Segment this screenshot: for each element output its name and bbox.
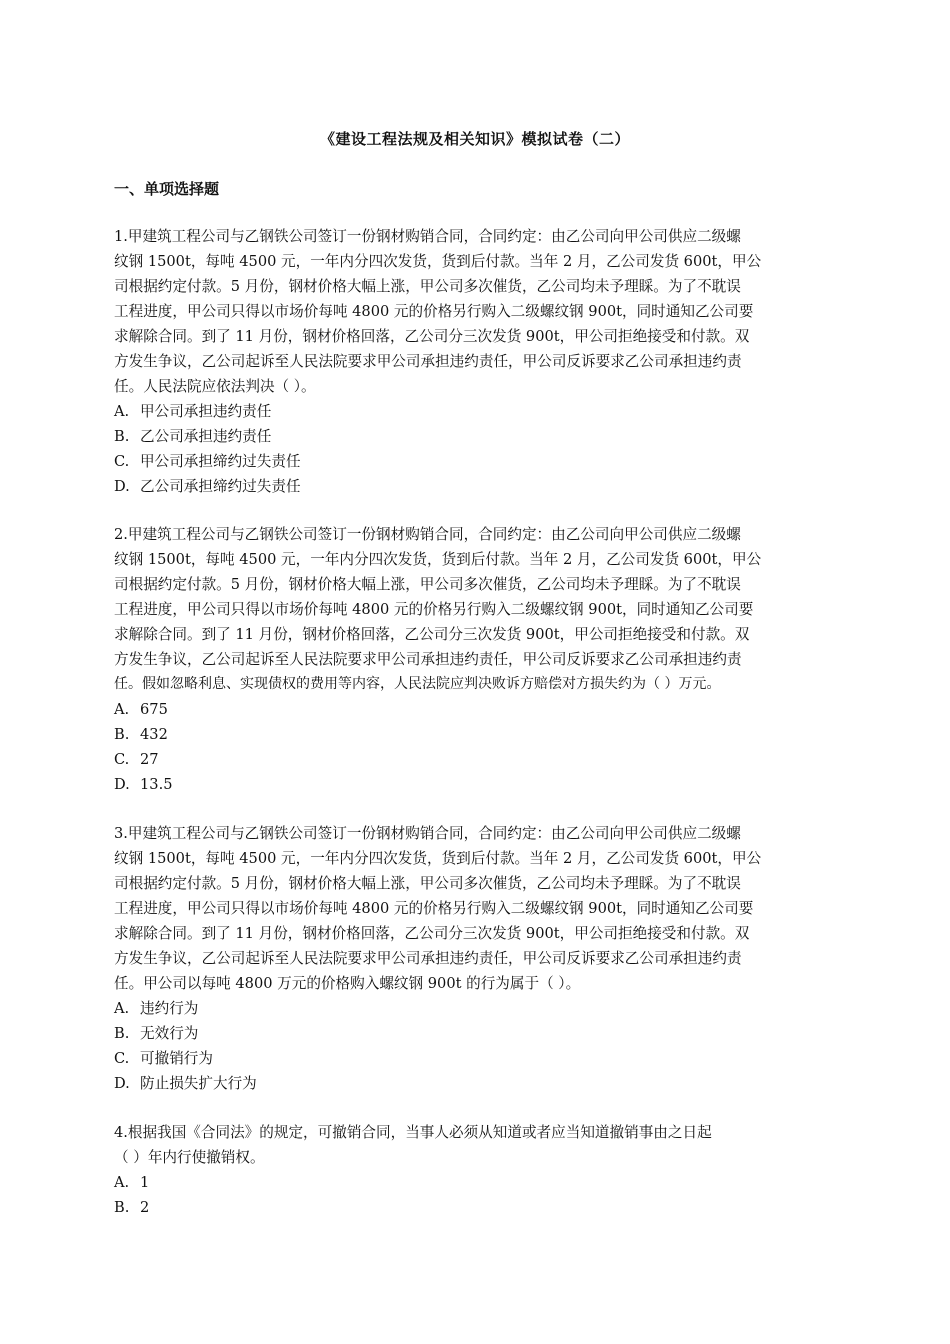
option-key: B. bbox=[114, 726, 130, 743]
option-c bbox=[114, 747, 844, 772]
question-text-line: 求解除合同。到了 11 月份，钢材价格回落，乙公司分三次发货 900t，甲公司拒绝接受和付款。双 bbox=[114, 626, 750, 643]
question-text-line: 方发生争议，乙公司起诉至人民法院要求甲公司承担违约责任，甲公司反诉要求乙公司承担违约责 bbox=[114, 651, 742, 668]
option-key: A. bbox=[114, 701, 130, 718]
option-text: 乙公司承担缔约过失责任 bbox=[140, 478, 301, 495]
option-c bbox=[114, 449, 844, 474]
question-4 bbox=[114, 1120, 844, 1220]
question-text-line: 工程进度，甲公司只得以市场价每吨 4800 元的价格另行购入二级螺纹钢 900t，同时通知乙公司要 bbox=[114, 303, 754, 320]
option-key: C. bbox=[114, 453, 130, 470]
option-text: 甲公司承担违约责任 bbox=[140, 403, 272, 420]
option-key: A. bbox=[114, 403, 130, 420]
question-text-line: 工程进度，甲公司只得以市场价每吨 4800 元的价格另行购入二级螺纹钢 900t，同时通知乙公司要 bbox=[114, 900, 754, 917]
option-a bbox=[114, 1170, 844, 1195]
option-b bbox=[114, 722, 844, 747]
question-text-line: 方发生争议，乙公司起诉至人民法院要求甲公司承担违约责任，甲公司反诉要求乙公司承担违约责 bbox=[114, 353, 742, 370]
option-d bbox=[114, 772, 844, 797]
option-key: A. bbox=[114, 1000, 130, 1017]
option-key: B. bbox=[114, 1199, 130, 1216]
option-text: 1 bbox=[140, 1174, 150, 1191]
question-text-line: 1.甲建筑工程公司与乙钢铁公司签订一份钢材购销合同，合同约定：由乙公司向甲公司供应二级螺 bbox=[114, 228, 741, 245]
option-text: 防止损失扩大行为 bbox=[140, 1075, 257, 1092]
question-3 bbox=[114, 821, 844, 1096]
option-text: 违约行为 bbox=[140, 1000, 199, 1017]
option-key: B. bbox=[114, 428, 130, 445]
option-text: 可撤销行为 bbox=[140, 1050, 213, 1067]
section-heading: 一、单项选择题 bbox=[114, 180, 220, 198]
question-text-line: 纹钢 1500t，每吨 4500 元，一年内分四次发货，货到后付款。当年 2 月，乙公司发货 600t，甲公 bbox=[114, 850, 762, 867]
question-text-line: 求解除合同。到了 11 月份，钢材价格回落，乙公司分三次发货 900t，甲公司拒绝接受和付款。双 bbox=[114, 328, 750, 345]
option-text: 甲公司承担缔约过失责任 bbox=[140, 453, 301, 470]
question-text-line: 司根据约定付款。5 月份，钢材价格大幅上涨，甲公司多次催货，乙公司均未予理睬。为了不耽误 bbox=[114, 875, 741, 892]
option-text: 675 bbox=[140, 701, 168, 718]
option-key: D. bbox=[114, 1075, 130, 1092]
option-a bbox=[114, 996, 844, 1021]
option-b bbox=[114, 424, 844, 449]
option-a bbox=[114, 399, 844, 424]
option-text: 2 bbox=[140, 1199, 150, 1216]
question-text-line: 司根据约定付款。5 月份，钢材价格大幅上涨，甲公司多次催货，乙公司均未予理睬。为了不耽误 bbox=[114, 278, 741, 295]
question-1 bbox=[114, 224, 844, 499]
option-text: 13.5 bbox=[140, 776, 173, 793]
question-2 bbox=[114, 522, 844, 797]
option-d bbox=[114, 474, 844, 499]
question-text-line: 纹钢 1500t，每吨 4500 元，一年内分四次发货，货到后付款。当年 2 月，乙公司发货 600t，甲公 bbox=[114, 551, 762, 568]
question-text-line: 工程进度，甲公司只得以市场价每吨 4800 元的价格另行购入二级螺纹钢 900t，同时通知乙公司要 bbox=[114, 601, 754, 618]
question-text-line: 任。人民法院应依法判决（ ）。 bbox=[114, 378, 316, 395]
option-key: B. bbox=[114, 1025, 130, 1042]
option-text: 乙公司承担违约责任 bbox=[140, 428, 272, 445]
question-text-line: 方发生争议，乙公司起诉至人民法院要求甲公司承担违约责任，甲公司反诉要求乙公司承担违约责 bbox=[114, 950, 742, 967]
question-text-line: 任。假如忽略利息、实现债权的费用等内容，人民法院应判决败诉方赔偿对方损失约为（ ）万元。 bbox=[114, 676, 721, 692]
option-key: D. bbox=[114, 478, 130, 495]
question-text-line: （ ）年内行使撤销权。 bbox=[114, 1149, 265, 1166]
option-key: C. bbox=[114, 751, 130, 768]
question-text-line: 司根据约定付款。5 月份，钢材价格大幅上涨，甲公司多次催货，乙公司均未予理睬。为了不耽误 bbox=[114, 576, 741, 593]
question-text-line: 4.根据我国《合同法》的规定，可撤销合同，当事人必须从知道或者应当知道撤销事由之日起 bbox=[114, 1124, 712, 1141]
question-text-line: 3.甲建筑工程公司与乙钢铁公司签订一份钢材购销合同，合同约定：由乙公司向甲公司供应二级螺 bbox=[114, 825, 741, 842]
option-c bbox=[114, 1046, 844, 1071]
option-text: 432 bbox=[140, 726, 168, 743]
question-text-line: 纹钢 1500t，每吨 4500 元，一年内分四次发货，货到后付款。当年 2 月，乙公司发货 600t，甲公 bbox=[114, 253, 762, 270]
option-key: A. bbox=[114, 1174, 130, 1191]
option-a bbox=[114, 697, 844, 722]
page-title: 《建设工程法规及相关知识》模拟试卷（二） bbox=[319, 130, 630, 148]
option-key: D. bbox=[114, 776, 130, 793]
option-key: C. bbox=[114, 1050, 130, 1067]
option-b bbox=[114, 1195, 844, 1220]
option-b bbox=[114, 1021, 844, 1046]
option-text: 无效行为 bbox=[140, 1025, 199, 1042]
option-text: 27 bbox=[140, 751, 159, 768]
question-text-line: 求解除合同。到了 11 月份，钢材价格回落，乙公司分三次发货 900t，甲公司拒绝接受和付款。双 bbox=[114, 925, 750, 942]
question-text-line: 2.甲建筑工程公司与乙钢铁公司签订一份钢材购销合同，合同约定：由乙公司向甲公司供应二级螺 bbox=[114, 526, 741, 543]
option-d bbox=[114, 1071, 844, 1096]
question-text-line: 任。甲公司以每吨 4800 万元的价格购入螺纹钢 900t 的行为属于（ ）。 bbox=[114, 975, 581, 992]
